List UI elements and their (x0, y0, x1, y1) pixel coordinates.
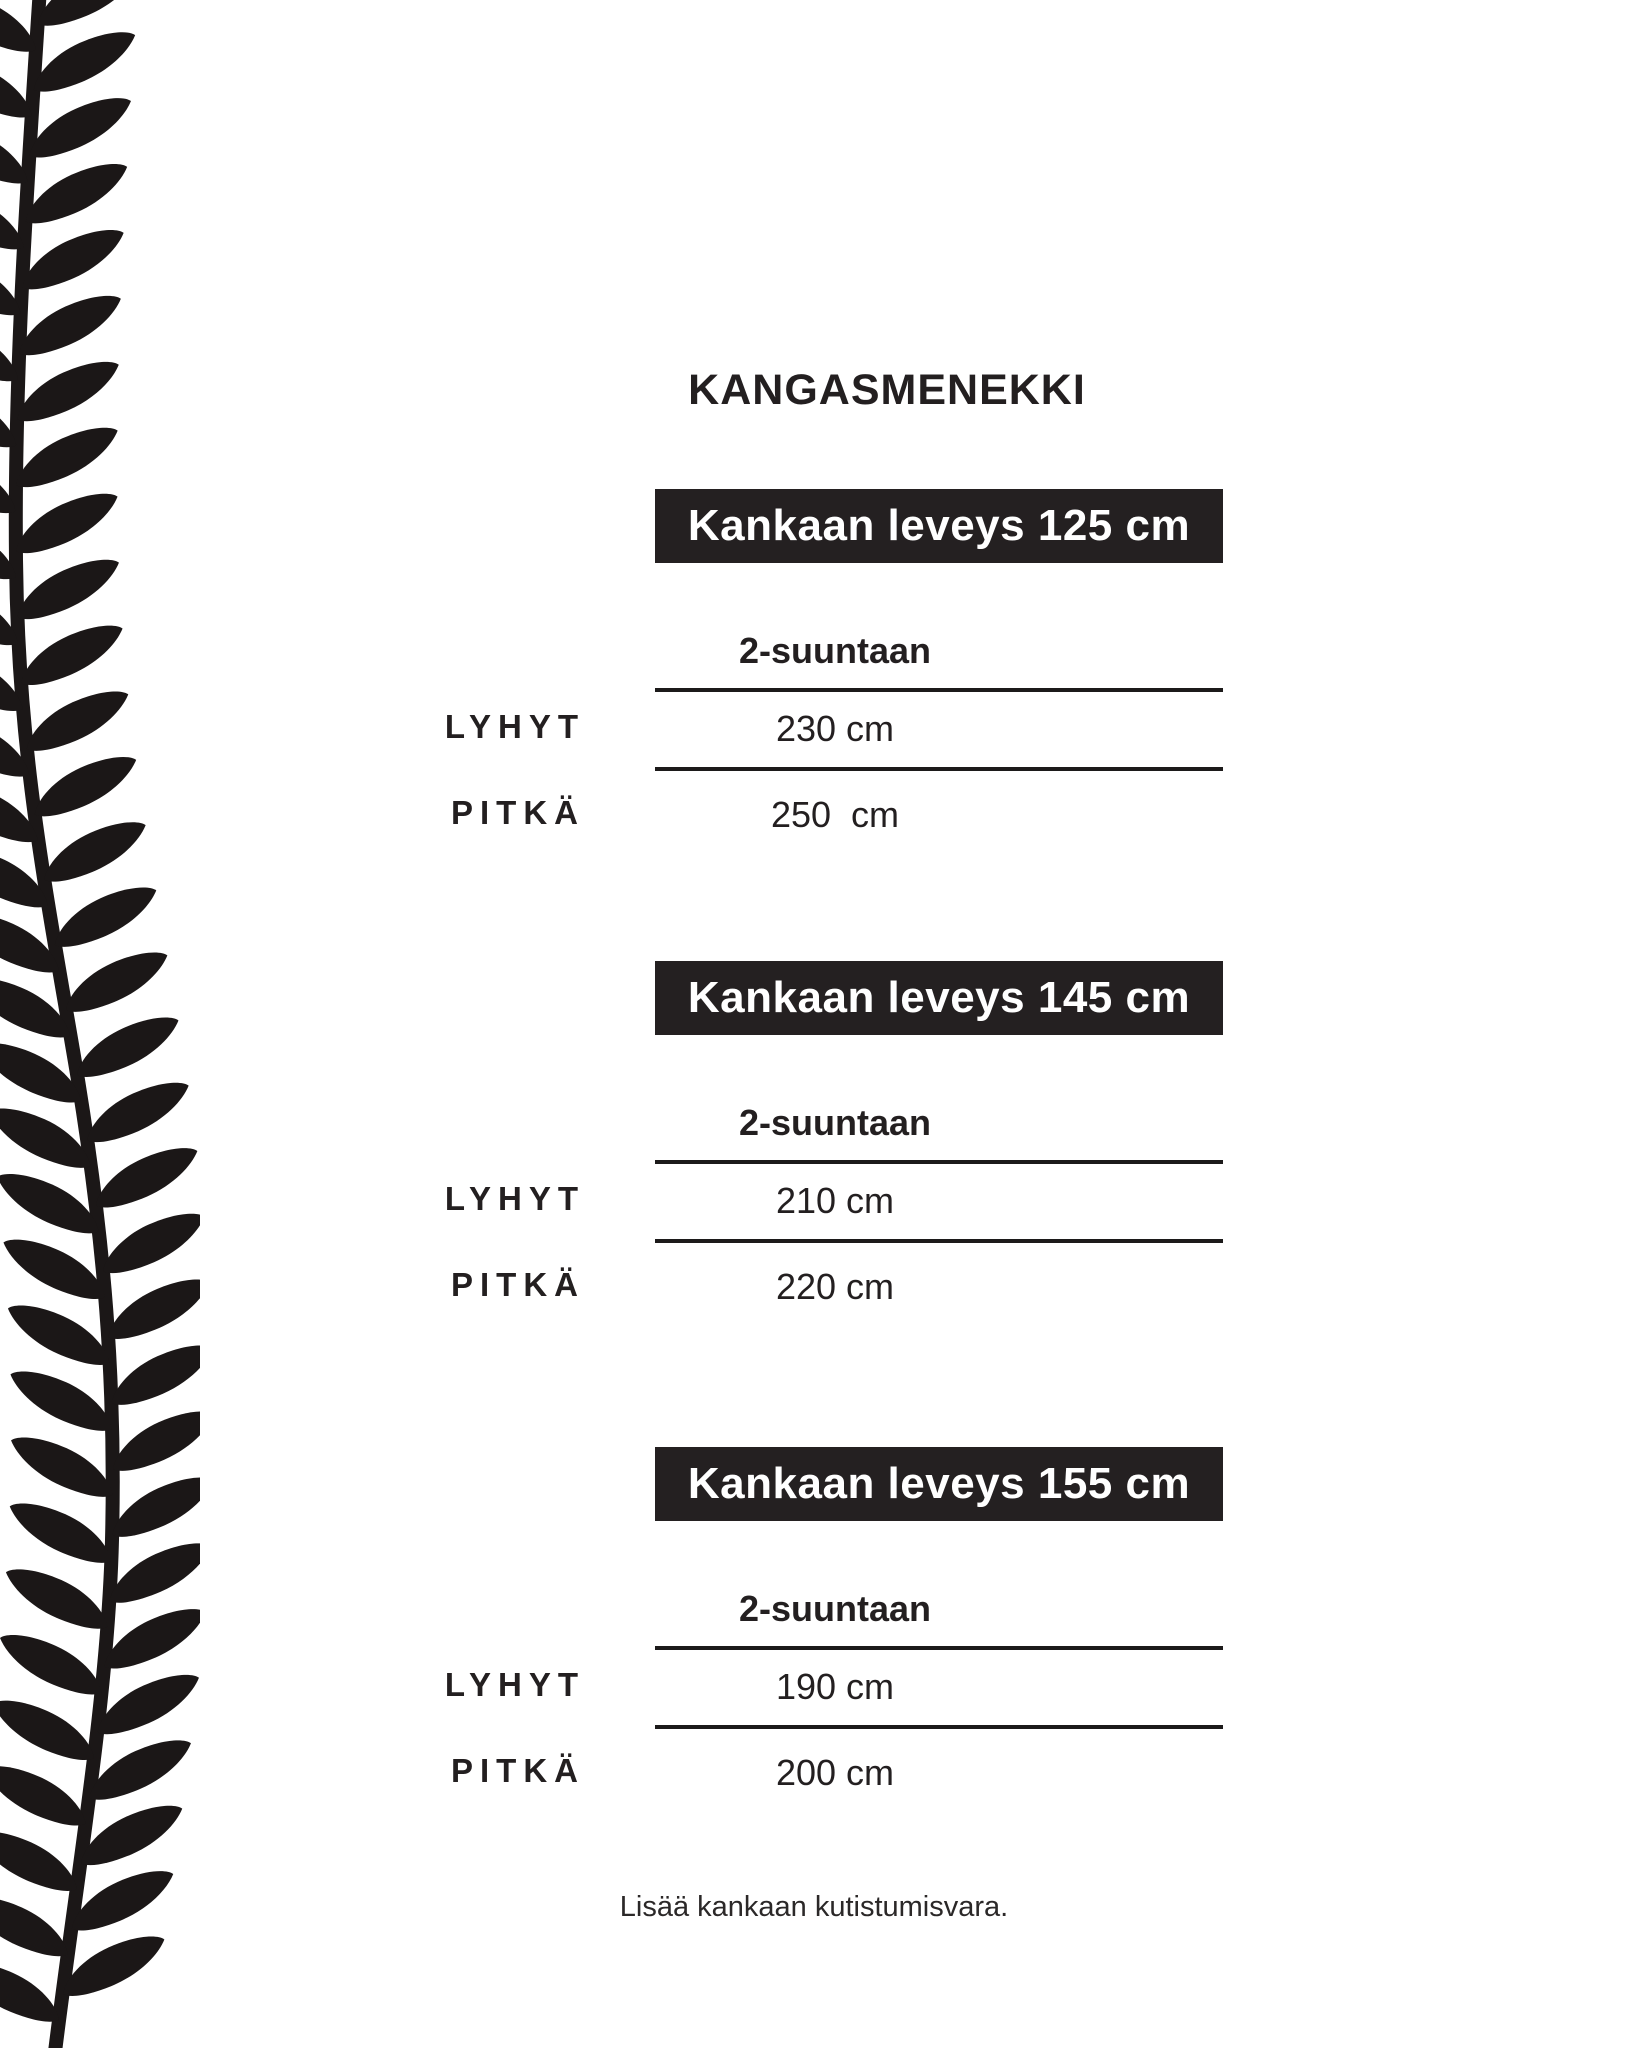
section-header-text: Kankaan leveys 145 cm (687, 973, 1191, 1022)
fabric-amount-long: 220 cm (775, 1266, 895, 1307)
row-label-short: LYHYT (444, 1180, 585, 1217)
column-header: 2-suuntaan (738, 1588, 932, 1629)
fabric-width-section-155 (444, 1447, 1223, 1812)
fabric-amount-short: 230 cm (775, 708, 895, 749)
row-label-short: LYHYT (444, 1666, 585, 1703)
section-header-bar (655, 1447, 1223, 1521)
fabric-amount-long: 200 cm (775, 1752, 895, 1793)
fabric-amount-long: 250 cm (770, 794, 900, 835)
divider-line (655, 688, 1223, 692)
row-label-short: LYHYT (444, 708, 585, 745)
divider-line (655, 1160, 1223, 1164)
section-header-bar (655, 489, 1223, 563)
row-label-long: PITKÄ (451, 1752, 585, 1789)
row-label-long: PITKÄ (451, 1266, 585, 1303)
divider-line (655, 767, 1223, 771)
divider-line (655, 1239, 1223, 1243)
fabric-width-section-125 (444, 489, 1223, 854)
fabric-amount-short: 210 cm (775, 1180, 895, 1221)
leaf-vine-icon (0, 0, 200, 2048)
section-header-text: Kankaan leveys 155 cm (687, 1459, 1191, 1508)
row-label-long: PITKÄ (451, 794, 585, 831)
section-header-text: Kankaan leveys 125 cm (687, 501, 1191, 550)
section-header-bar (655, 961, 1223, 1035)
shrinkage-note: Lisää kankaan kutistumisvara. (619, 1891, 1009, 1923)
fabric-amount-short: 190 cm (775, 1666, 895, 1707)
divider-line (655, 1646, 1223, 1650)
divider-line (655, 1725, 1223, 1729)
column-header: 2-suuntaan (738, 1102, 932, 1143)
column-header: 2-suuntaan (738, 630, 932, 671)
fabric-width-section-145 (444, 961, 1223, 1326)
page-title: KANGASMENEKKI (688, 365, 1086, 414)
